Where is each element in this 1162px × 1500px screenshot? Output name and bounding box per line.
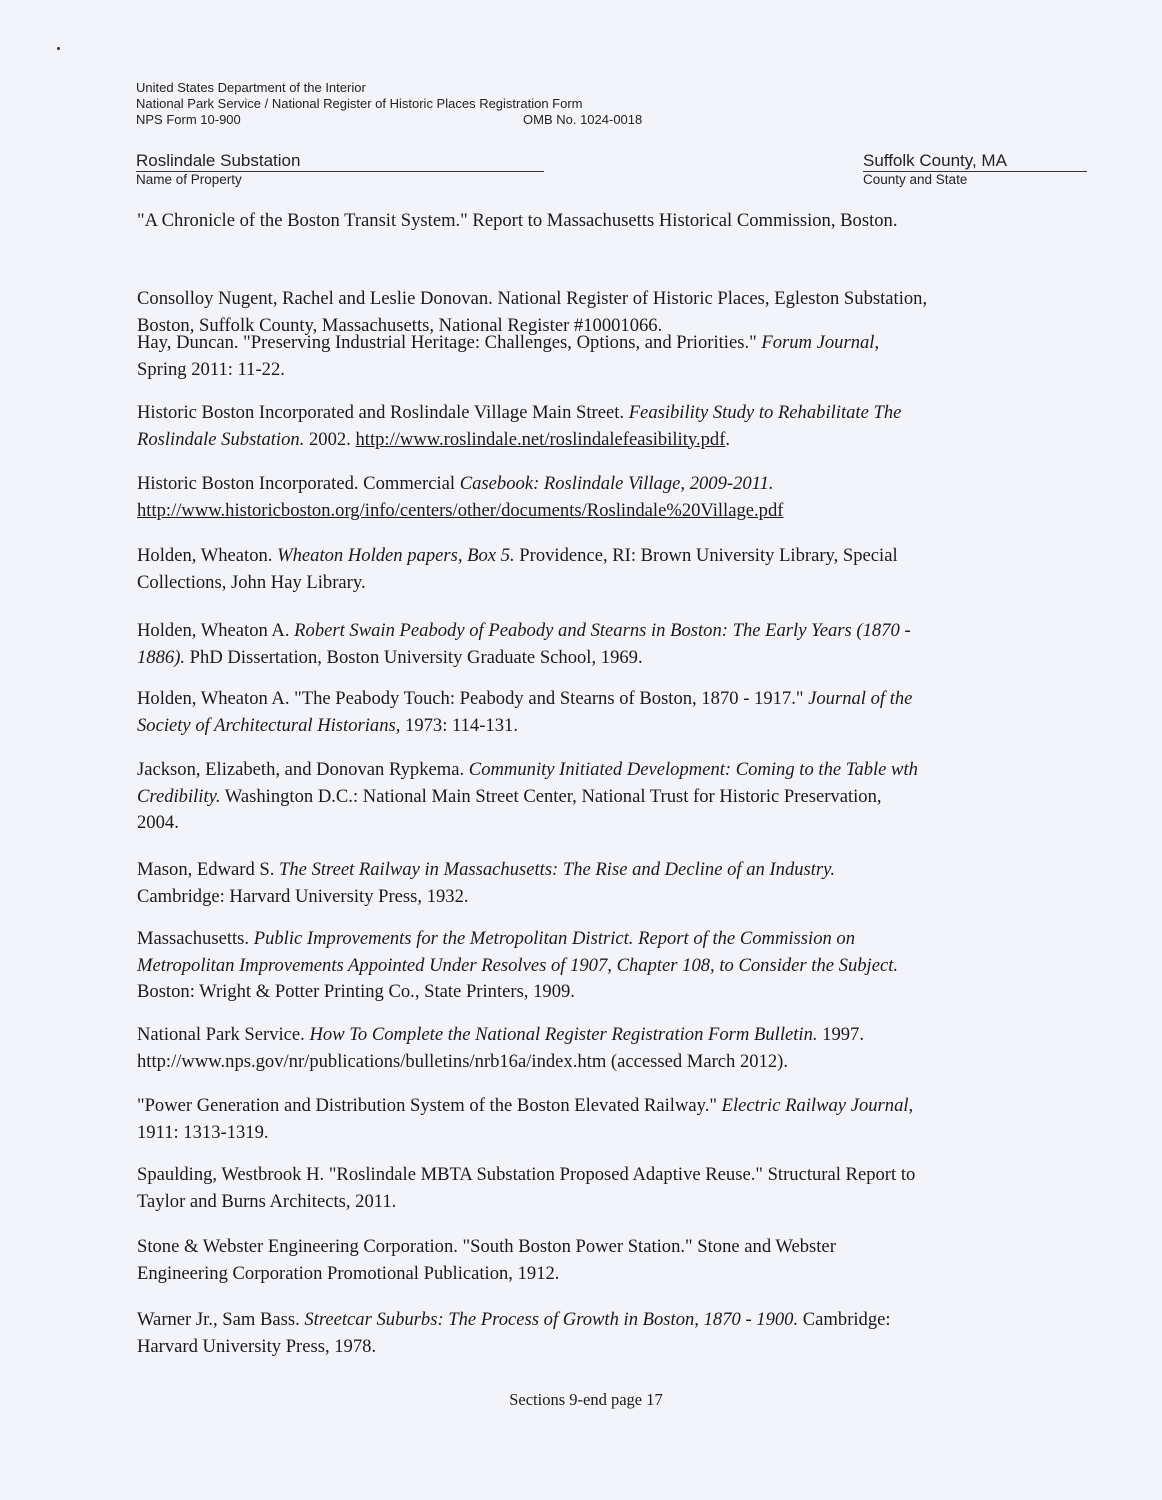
citation-text: , [908, 1095, 914, 1116]
citation-text: Warner Jr., Sam Bass. [137, 1309, 305, 1330]
entry-line [137, 498, 1037, 525]
service-header: National Park Service / National Register of Historic Places Registration Form [136, 96, 583, 111]
citation-title: Wheaton Holden papers, Box 5. [277, 545, 515, 566]
county-state-label: County and State [863, 172, 968, 187]
citation-title: The Street Railway in Massachusetts: The Rise and Decline of an Industry. [279, 859, 836, 880]
citation-text: Washington D.C.: National Main Street Center, National Trust for Historic Preservation, [220, 785, 882, 807]
entry-line [137, 686, 1037, 713]
citation-text: Harvard University Press, 1978. [137, 1335, 377, 1357]
scan-speck [57, 47, 60, 50]
citation-title: Casebook: Roslindale Village, 2009-2011. [459, 473, 774, 494]
bibliography-entry [137, 1234, 1037, 1287]
citation-text: Mason, Edward S. [137, 859, 280, 880]
entry-line [137, 330, 1037, 357]
bibliography-entry [137, 1162, 1037, 1215]
entry-line [137, 286, 1037, 313]
citation-title: Electric Railway Journal [721, 1095, 909, 1116]
citation-text: Spaulding, Westbrook H. "Roslindale MBTA Substation Proposed Adaptive Reuse." Structural Report to [137, 1164, 916, 1185]
citation-text: 1911: 1313-1319. [137, 1121, 269, 1143]
citation-title: Roslindale Substation. [137, 428, 305, 450]
citation-link[interactable]: http://www.roslindale.net/roslindalefeasibility.pdf [355, 428, 726, 450]
bibliography-entry [137, 330, 1037, 383]
citation-text: Stone & Webster Engineering Corporation. "South Boston Power Station." Stone and Webster [137, 1236, 836, 1257]
entry-line [137, 979, 1037, 1006]
page-footer: Sections 9-end page 17 [509, 1390, 663, 1409]
citation-title: Journal of the [808, 688, 913, 709]
citation-text: . [725, 428, 731, 450]
bibliography-entry [137, 208, 1037, 235]
entry-line [137, 1334, 1037, 1361]
entry-line [137, 757, 1037, 784]
entry-line [137, 784, 1037, 811]
citation-text: Cambridge: [798, 1309, 891, 1330]
bibliography-entry [137, 1307, 1037, 1360]
citation-title: Credibility. [137, 785, 221, 807]
bibliography-entry [137, 1022, 1037, 1075]
citation-text: Historic Boston Incorporated and Roslindale Village Main Street. [137, 402, 629, 423]
citation-text: http://www.nps.gov/nr/publications/bulletins/nrb16a/index.htm (accessed March 2012). [137, 1050, 789, 1072]
citation-text: Taylor and Burns Architects, 2011. [137, 1190, 397, 1212]
entry-line [137, 570, 1037, 597]
entry-line [137, 400, 1037, 427]
citation-text: Engineering Corporation Promotional Publication, 1912. [137, 1262, 560, 1284]
entry-line [137, 1093, 1037, 1120]
form-number: NPS Form 10-900 [136, 112, 241, 127]
citation-text: , [874, 332, 880, 353]
citation-text: Massachusetts. [137, 928, 254, 949]
citation-title: Robert Swain Peabody of Peabody and Stearns in Boston: The Early Years (1870 - [294, 620, 911, 641]
citation-text: National Park Service. [137, 1024, 310, 1045]
entry-line [137, 357, 1037, 384]
bibliography-entry [137, 686, 1037, 739]
entry-line [137, 1120, 1037, 1147]
entry-line [137, 1261, 1037, 1288]
bibliography-entry [137, 926, 1037, 1006]
citation-title: Feasibility Study to Rehabilitate The [628, 402, 902, 423]
bibliography-entry [137, 543, 1037, 596]
citation-text: 1997. [817, 1024, 864, 1045]
property-name-label: Name of Property [136, 172, 242, 187]
bibliography-entry [137, 618, 1037, 671]
entry-line [137, 810, 1037, 837]
entry-line [137, 1022, 1037, 1049]
entry-line [137, 1162, 1037, 1189]
citation-title: Community Initiated Development: Coming to the Table wth [468, 759, 918, 780]
citation-text: Holden, Wheaton A. "The Peabody Touch: Peabody and Stearns of Boston, 1870 - 1917." [137, 688, 809, 709]
entry-line [137, 1307, 1037, 1334]
citation-title: How To Complete the National Register Registration Form Bulletin. [309, 1024, 818, 1045]
citation-link[interactable]: http://www.historicboston.org/info/centers/other/documents/Roslindale%20Village.pdf [137, 499, 784, 521]
property-name: Roslindale Substation [136, 150, 544, 172]
citation-text: Boston: Wright & Potter Printing Co., State Printers, 1909. [137, 981, 575, 1002]
department-header: United States Department of the Interior [136, 80, 366, 95]
citation-text: Boston, Suffolk County, Massachusetts, National Register #10001066. [137, 314, 663, 336]
citation-text: Hay, Duncan. "Preserving Industrial Heritage: Challenges, Options, and Priorities." [137, 332, 762, 353]
citation-title: 1886). [137, 646, 186, 668]
citation-text: , 1973: 114-131. [395, 714, 518, 736]
citation-text: Jackson, Elizabeth, and Donovan Rypkema. [137, 759, 469, 780]
entry-line [137, 618, 1037, 645]
omb-number: OMB No. 1024-0018 [523, 112, 643, 127]
entry-line [137, 857, 1037, 884]
citation-text: Holden, Wheaton A. [137, 620, 295, 641]
entry-line [137, 953, 1037, 980]
entry-line [137, 884, 1037, 911]
citation-text: Cambridge: Harvard University Press, 1932. [137, 885, 469, 907]
bibliography-entry [137, 400, 1037, 453]
entry-line [137, 1234, 1037, 1261]
entry-line [137, 427, 1037, 454]
bibliography-entry [137, 1093, 1037, 1146]
citation-text: Holden, Wheaton. [137, 545, 278, 566]
entry-line [137, 208, 1037, 235]
entry-line [137, 926, 1037, 953]
citation-text: Consolloy Nugent, Rachel and Leslie Donovan. National Register of Historic Places, Egleston Substation, [137, 288, 928, 309]
entry-line [137, 543, 1037, 570]
citation-title: Forum Journal [761, 332, 875, 353]
citation-text: Historic Boston Incorporated. Commercial [137, 473, 460, 494]
citation-text: 2004. [137, 812, 179, 833]
entry-line [137, 1189, 1037, 1216]
citation-text: "Power Generation and Distribution System of the Boston Elevated Railway." [137, 1095, 722, 1116]
citation-text: Spring 2011: 11-22. [137, 358, 285, 380]
citation-title: Public Improvements for the Metropolitan District. Report of the Commission on [253, 928, 856, 949]
citation-text: PhD Dissertation, Boston University Graduate School, 1969. [185, 646, 643, 668]
citation-text: Providence, RI: Brown University Library, Special [514, 545, 898, 566]
bibliography-entry [137, 471, 1037, 524]
entry-line [137, 471, 1037, 498]
bibliography-entry [137, 757, 1037, 837]
citation-title: Streetcar Suburbs: The Process of Growth in Boston, 1870 - 1900. [304, 1309, 799, 1330]
entry-line [137, 1049, 1037, 1076]
entry-line [137, 713, 1037, 740]
citation-title: Society of Architectural Historians [137, 714, 396, 736]
citation-title: Metropolitan Improvements Appointed Under Resolves of 1907, Chapter 108, to Consider the Subject. [137, 954, 899, 976]
citation-text: 2002. [304, 428, 356, 450]
bibliography-entry [137, 857, 1037, 910]
entry-line [137, 645, 1037, 672]
citation-text: "A Chronicle of the Boston Transit System." Report to Massachusetts Historical Commission, Boston. [137, 210, 898, 231]
citation-text: Collections, John Hay Library. [137, 571, 366, 593]
county-state: Suffolk County, MA [863, 150, 1087, 172]
